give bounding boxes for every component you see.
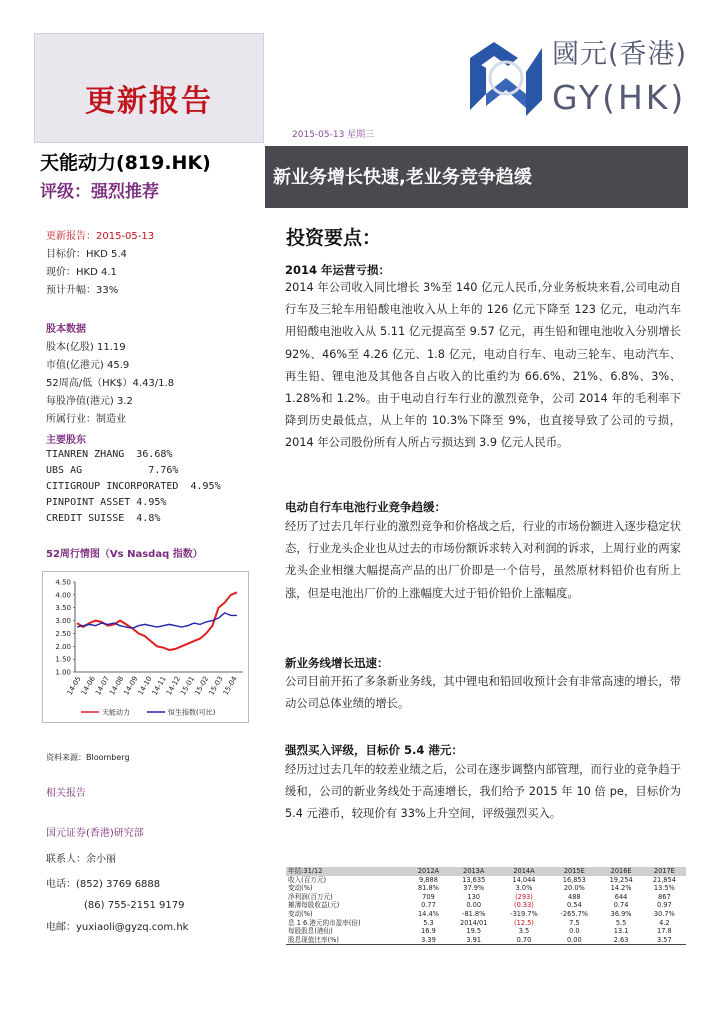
x-tick-label: 14-05 (65, 675, 83, 697)
y-tick-label: 3.00 (55, 617, 71, 626)
price-chart (42, 571, 249, 723)
chart-title: 52周行情图（Vs Nasdaq 指数） (46, 549, 203, 560)
table-row (286, 927, 686, 936)
current-price: 现价：HKD 4.1 (46, 267, 117, 278)
table-cell: (0.33) (514, 901, 534, 910)
table-row (286, 936, 686, 945)
table-cell: 13.1 (613, 927, 629, 936)
section-title: 强烈买入评级，目标价 5.4 港元： (285, 743, 463, 757)
table-header-cell: 2014A (513, 867, 535, 875)
table-cell: 每股股息(港仙) (288, 927, 333, 936)
x-tick-label: 15-01 (179, 675, 197, 697)
section-text: 2014 年公司收入同比增长 3%至 140 亿元人民币,分业务板块来看,公司电动自行车及三轮车用铅酸电池收入从上年的 126 亿元下降至 123 亿元，电动汽车用铅酸电池收入从 5.11 亿元提高至 9.57 亿元，再生铅和锂电池收入分别增长 92%、46%至 4.26 亿元、1.8 亿元，电动自行车、电动三轮车、电动汽车、再生铅、锂电池及其他各自占收入的比重约为 66.6%、21%、6.8%、3%、1.28%和 1.2%。由于电动自行车行业的激烈竞争，公司 2014 年的毛利率下降到历史最低点，从上年的 10.3%下降至 9%，也直接导致了公司的亏损，2014 年公司股份所有人所占亏损达到 3.9 亿元人民币。 (285, 281, 681, 450)
y-tick-label: 2.50 (55, 629, 71, 638)
table-row (286, 876, 686, 885)
table-row (286, 901, 686, 910)
table-cell: 5.3 (423, 918, 434, 927)
stock-data-item: 市值(亿港元) 45.9 (46, 360, 130, 371)
table-cell: 0.74 (613, 901, 629, 910)
table-cell: 5.5 (615, 918, 627, 927)
table-row (286, 893, 686, 902)
table-cell: 644 (614, 892, 628, 901)
table-cell: -265.7% (560, 909, 589, 918)
shareholders-title: 主要股东 (46, 435, 86, 446)
related-reports-title: 相关报告 (46, 788, 86, 799)
investment-highlights-heading: 投资要点： (286, 227, 382, 249)
x-tick-label: 15-04 (221, 675, 239, 697)
logo-emblem-icon (464, 28, 548, 124)
table-cell: 0.0 (569, 927, 580, 936)
table-cell: 16,853 (562, 875, 586, 884)
table-cell: 19.5 (466, 927, 482, 936)
section-title: 2014 年运营亏损： (285, 263, 391, 277)
table-cell: 净利润(百万元) (288, 892, 333, 901)
table-cell: 0.77 (421, 901, 436, 910)
table-cell: (293) (515, 892, 533, 901)
headline-text: 新业务增长快速,老业务竞争趋缓 (273, 167, 532, 188)
table-cell: 81.8% (417, 884, 439, 893)
phone-hk: 电话：(852) 3769 6888 (46, 879, 161, 890)
legend-label: 天能动力 (102, 708, 130, 717)
phone-cn: (86) 755-2151 9179 (84, 900, 185, 911)
logo-name-cn: 國元(香港) (552, 39, 688, 70)
y-tick-label: 1.00 (55, 668, 71, 677)
table-cell: 14,044 (512, 875, 536, 884)
table-cell: 股息现值比率(%) (288, 935, 339, 944)
stock-data-item: 每股净值(港元) 3.2 (46, 396, 133, 407)
table-cell: 20.0% (563, 884, 585, 893)
table-cell: 0.00 (566, 935, 582, 944)
table-cell: 3.57 (657, 935, 672, 944)
table-cell: 17.8 (657, 927, 672, 936)
stock-data-item: 所属行业：制造业 (46, 414, 126, 425)
y-tick-label: 2.00 (55, 642, 71, 651)
price-chart-svg (43, 572, 248, 722)
x-tick-label: 15-03 (207, 675, 225, 697)
x-tick-label: 15-02 (193, 675, 211, 697)
stock-name: 天能动力(819.HK) (40, 152, 211, 174)
table-cell: 变动(%) (288, 909, 313, 918)
section-title: 电动自行车电池行业竞争趋缓： (285, 500, 446, 514)
expected-upside: 预计升幅：33% (46, 285, 119, 296)
table-cell: -81.8% (462, 909, 486, 918)
table-cell: 16.9 (421, 927, 436, 936)
y-tick-label: 1.50 (55, 655, 71, 664)
table-cell: 30.7% (653, 909, 675, 918)
table-cell: 14.4% (417, 909, 439, 918)
report-type-title: 更新报告 (85, 84, 213, 119)
table-cell: 0.00 (466, 901, 482, 910)
x-tick-label: 14-08 (108, 675, 126, 697)
table-header-row (286, 867, 686, 876)
logo-name-en: GY(HK) (552, 78, 687, 117)
table-cell: 0.70 (516, 935, 532, 944)
table-cell: 130 (467, 892, 481, 901)
table-cell: 变动(%) (288, 884, 313, 893)
contact-email[interactable]: 电邮：yuxiaoli@gyzq.com.hk (46, 922, 189, 933)
table-cell: 4.2 (659, 918, 670, 927)
shareholder-item: CITIGROUP INCORPORATED 4.95% (46, 481, 221, 492)
table-cell: 息 1 6.港元的市盈率(倍) (288, 918, 361, 927)
section-text: 经历过过去几年的较差业绩之后，公司在逐步调整内部管理，而行业的竞争趋于缓和，公司的新业务线处于高速增长，我们给予 2015 年 10 倍 pe，目标价为 5.4 元港币，较现价有 33%上升空间，评级强烈买入。 (285, 763, 681, 821)
table-header-cell: 年结:31/12 (288, 867, 323, 875)
table-cell: 19,254 (609, 875, 633, 884)
table-cell: 3.91 (466, 935, 482, 944)
section-title: 新业务线增长迅速： (285, 656, 389, 670)
table-cell: 3.39 (421, 935, 436, 944)
table-header-cell: 2013A (463, 867, 485, 875)
table-row (286, 884, 686, 893)
y-tick-label: 4.00 (55, 591, 71, 600)
section-text: 公司目前开拓了多条新业务线，其中锂电和铅回收预计会有非常高速的增长，带动公司总体业绩的增长。 (285, 675, 681, 711)
table-cell: 13,635 (462, 875, 486, 884)
legend-label: 恒生指数(可比) (168, 708, 216, 717)
table-cell: 21,854 (652, 875, 676, 884)
table-cell: 2014/01 (460, 918, 488, 927)
stock-rating: 评级：强烈推荐 (40, 182, 159, 202)
table-header-cell: 2017E (653, 867, 675, 875)
target-price: 目标价：HKD 5.4 (46, 249, 127, 260)
shareholder-item: UBS AG 7.76% (46, 465, 179, 476)
table-cell: 2.63 (613, 935, 629, 944)
table-header-cell: 2015E (563, 867, 585, 875)
shareholder-item: CREDIT SUISSE 4.8% (46, 513, 161, 524)
table-cell: 13.5% (653, 884, 675, 893)
table-cell: 14.2% (610, 884, 632, 893)
update-report-date: 更新报告：2015-05-13 (46, 231, 155, 242)
y-tick-label: 4.50 (55, 578, 71, 587)
table-cell: 7.5 (569, 918, 580, 927)
financial-summary-table (286, 867, 686, 945)
table-cell: 37.9% (463, 884, 485, 893)
x-tick-label: 14-06 (79, 675, 97, 697)
data-source: 资料来源：Bloomberg (46, 753, 130, 762)
table-cell: 9,888 (419, 875, 438, 884)
shareholder-item: TIANREN ZHANG 36.68% (46, 449, 173, 460)
table-cell: 摊薄每股收益(元) (288, 901, 340, 910)
x-tick-label: 14-09 (122, 675, 140, 697)
table-cell: -319.7% (510, 909, 538, 918)
research-dept: 国元证券(香港)研究部 (46, 828, 144, 839)
report-date: 2015-05-13 星期三 (292, 130, 375, 140)
x-tick-label: 14-12 (164, 675, 183, 697)
x-tick-label: 14-07 (93, 675, 112, 697)
headline-box (265, 146, 688, 208)
table-cell: 488 (568, 892, 581, 901)
table-header-cell: 2016E (610, 867, 632, 875)
stock-data-item: 52周高/低（HK$）4.43/1.8 (46, 378, 175, 389)
stock-data-title: 股本数据 (46, 324, 86, 335)
report-type-box (34, 33, 264, 143)
table-cell: 收入(百万元) (288, 875, 327, 884)
table-row (286, 919, 686, 928)
table-header-cell: 2012A (417, 867, 440, 875)
contact-person: 联系人：余小丽 (46, 854, 116, 865)
x-tick-label: 14-10 (136, 675, 154, 697)
table-cell: 0.97 (657, 901, 672, 910)
x-tick-label: 14-11 (150, 675, 168, 697)
table-cell: 0.54 (566, 901, 582, 910)
table-row (286, 910, 686, 919)
table-cell: 867 (658, 892, 671, 901)
table-cell: 3.5 (518, 927, 530, 936)
stock-data-item: 股本(亿股) 11.19 (46, 342, 126, 353)
section-text: 经历了过去几年行业的激烈竞争和价格战之后，行业的市场份额进入逐步稳定状态，行业龙头企业也从过去的市场份额诉求转入对利润的诉求，上周行业的两家龙头企业相继大幅提高产品的出厂价即是一个信号，虽然原材料铅价也有所上涨，但是电池出厂价的上涨幅度大过于铅价铅价上涨幅度。 (285, 520, 681, 600)
series-line-stock (77, 592, 237, 650)
table-cell: 709 (422, 892, 435, 901)
table-cell: 36.9% (610, 909, 632, 918)
company-logo (464, 28, 704, 128)
table-cell: 3.0% (515, 884, 533, 893)
shareholder-item: PINPOINT ASSET 4.95% (46, 497, 167, 508)
table-cell: (12.5) (514, 918, 534, 927)
y-tick-label: 3.50 (55, 604, 71, 613)
